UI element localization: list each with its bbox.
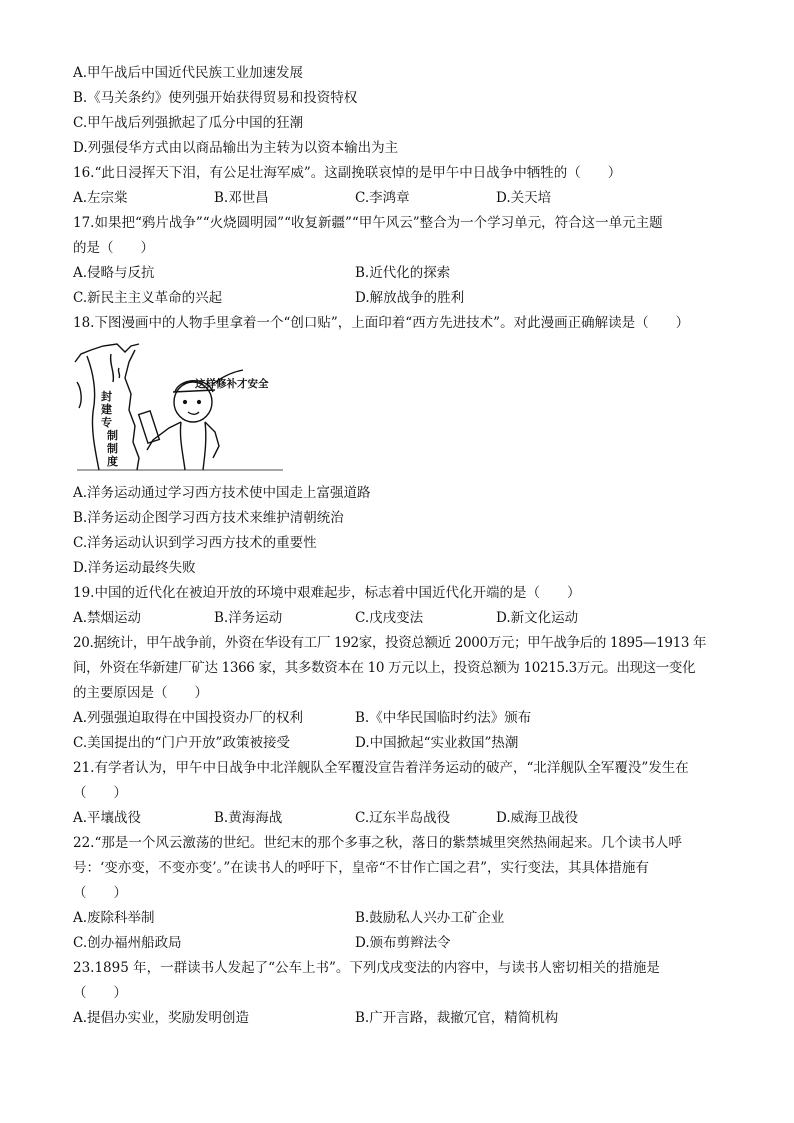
q21-stem-2: （ ） [73,785,127,801]
q22-stem-1: 22.“那是一个风云激荡的世纪。世纪末的那个多事之秋，落日的紫禁城里突然热闹起来。几个读书人呼 [73,835,682,851]
q22-option-b: B.鼓励私人兴办工矿企业 [355,910,505,926]
cartoon-illustration [73,342,283,472]
q23-stem-2: （ ） [73,985,127,1001]
q17-stem-1: 17.如果把“鸦片战争”“火烧圆明园”“收复新疆”“甲午风云”整合为一个学习单元，符合这一单元主题 [73,215,663,231]
q20-stem-1: 20.据统计，甲午战争前，外资在华设有工厂 192家，投资总额近 2000万元；甲午战争后的 1895—1913 年 [73,635,707,651]
q18-option-c: C.洋务运动认识到学习西方技术的重要性 [73,535,317,551]
cartoon-label [101,390,118,468]
cartoon-label-char: 建 [101,403,112,416]
q19-stem: 19.中国的近代化在被迫开放的环境中艰难起步，标志着中国近代化开端的是（ ） [73,585,581,601]
q22-stem-2: 号：‘变亦变，不变亦变’。”在读书人的呼吁下，皇帝“不甘作亡国之君”，实行变法，其具体措施有 [73,860,650,876]
cartoon-label-char: 制 [107,442,118,455]
q18-option-a: A.洋务运动通过学习西方技术使中国走上富强道路 [73,485,371,501]
q21-option-d: D.威海卫战役 [496,810,579,826]
q21-option-a: A.平壤战役 [73,810,142,826]
cartoon-label-char: 度 [107,455,118,468]
q21-stem-1: 21.有学者认为，甲午中日战争中北洋舰队全军覆没宣告着洋务运动的破产，“北洋舰队全军覆没”发生在 [73,760,689,776]
q17-option-c: C.新民主主义革命的兴起 [73,290,223,306]
cartoon-label-char: 专 [101,416,112,429]
q21-option-c: C.辽东半岛战役 [355,810,451,826]
q20-option-a: A.列强强迫取得在中国投资办厂的权利 [73,710,304,726]
q20-option-b: B.《中华民国临时约法》颁布 [355,710,532,726]
q17-option-d: D.解放战争的胜利 [355,290,465,306]
q17-option-a: A.侵略与反抗 [73,265,155,281]
q16-option-c: C.李鸿章 [355,190,410,206]
q22-option-c: C.创办福州船政局 [73,935,182,951]
q22-stem-3: （ ） [73,885,127,901]
cartoon-caption: 这样修补才安全 [195,378,269,390]
q16-stem: 16.“此日浸挥天下泪，有公足壮海军威”。这副挽联哀悼的是甲午中日战争中牺牲的（ ） [73,165,622,181]
option-a-prev: A.甲午战后中国近代民族工业加速发展 [73,65,304,81]
q19-option-a: A.禁烟运动 [73,610,142,626]
cartoon-label-char: 制 [107,429,118,442]
q16-option-a: A.左宗棠 [73,190,128,206]
q23-option-a: A.提倡办实业，奖励发明创造 [73,1010,250,1026]
q17-option-b: B.近代化的探索 [355,265,451,281]
q18-option-b: B.洋务运动企图学习西方技术来维护清朝统治 [73,510,344,526]
q16-option-b: B.邓世昌 [214,190,269,206]
q19-option-b: B.洋务运动 [214,610,283,626]
q20-option-d: D.中国掀起“实业救国”热潮 [355,735,519,751]
q22-option-d: D.颁布剪辫法令 [355,935,451,951]
q20-stem-3: 的主要原因是（ ） [73,685,208,701]
q22-option-a: A.废除科举制 [73,910,155,926]
option-b-prev: B.《马关条约》使列强开始获得贸易和投资特权 [73,90,358,106]
q23-option-b: B.广开言路，裁撤冗官，精简机构 [355,1010,559,1026]
q20-option-c: C.美国提出的“门户开放”政策被接受 [73,735,290,751]
q19-option-d: D.新文化运动 [496,610,579,626]
option-c-prev: C.甲午战后列强掀起了瓜分中国的狂潮 [73,115,304,131]
q21-option-b: B.黄海海战 [214,810,283,826]
cartoon-label-char: 封 [101,390,112,403]
q16-option-d: D.关天培 [496,190,552,206]
q20-stem-2: 间，外资在华新建厂矿达 1366 家，其多数资本在 10 万元以上，投资总额为 10215.3万元。出现这一变化 [73,660,696,676]
q17-stem-2: 的是（ ） [73,240,154,256]
q23-stem-1: 23.1895 年，一群读书人发起了“公车上书”。下列戊戌变法的内容中，与读书人密切相关的措施是 [73,960,660,976]
option-d-prev: D.列强侵华方式由以商品输出为主转为以资本输出为主 [73,140,399,156]
q18-option-d: D.洋务运动最终失败 [73,560,196,576]
q19-option-c: C.戊戌变法 [355,610,424,626]
q18-stem: 18.下图漫画中的人物手里拿着一个“创口贴”，上面印着“西方先进技术”。对此漫画正确解读是（ ） [73,315,690,331]
